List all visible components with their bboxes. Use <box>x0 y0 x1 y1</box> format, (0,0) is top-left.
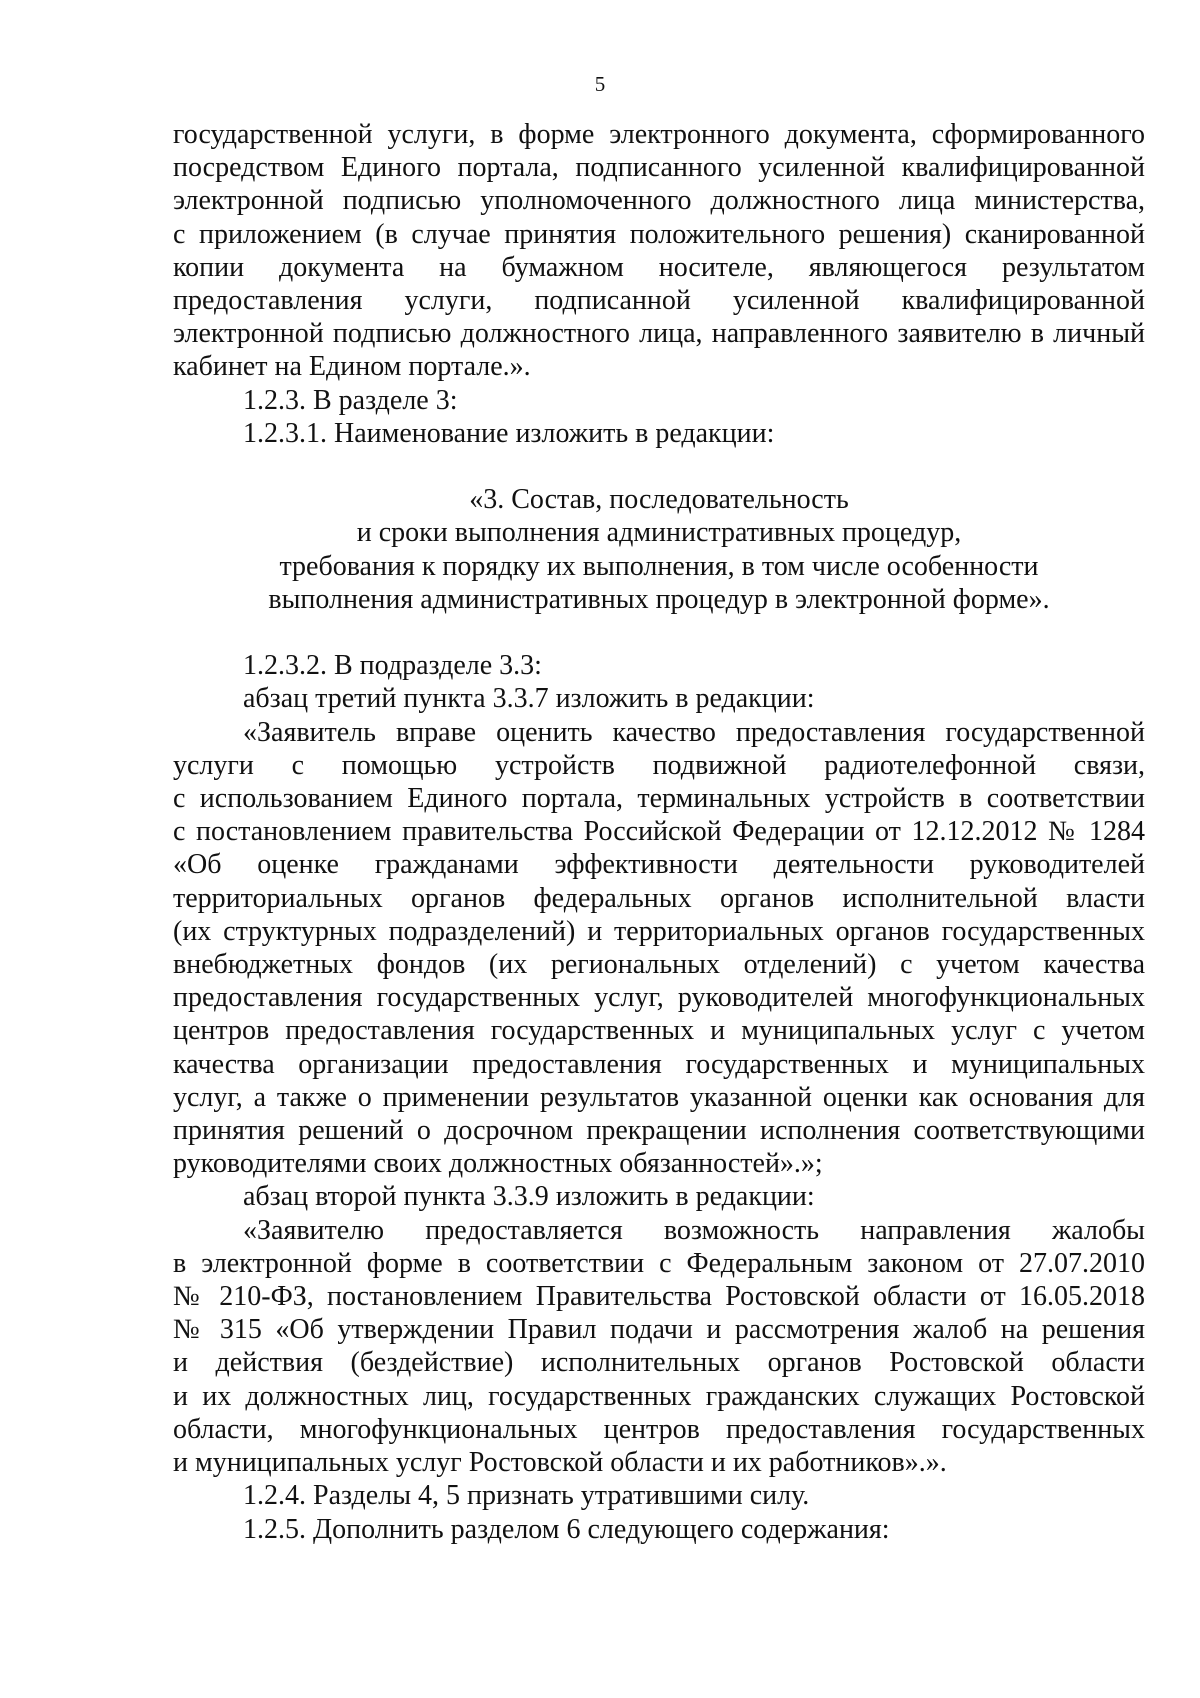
text-line: услуги с помощью устройств подвижной радиотелефонной связи, <box>173 749 1145 781</box>
paragraph-3-3-9-text <box>173 1214 1145 1480</box>
text-line: посредством Единого портала, подписанного усиленной квалифицированной <box>173 152 1145 184</box>
text-line: «Заявитель вправе оценить качество предоставления государственной <box>243 716 1145 748</box>
paragraph-3-3-7-intro: абзац третий пункта 3.3.7 изложить в редакции: <box>243 683 815 715</box>
text-line: и их должностных лиц, государственных гражданских служащих Ростовской <box>173 1380 1145 1412</box>
text-line: государственной услуги, в форме электронного документа, сформированного <box>173 119 1145 150</box>
text-line: и действия (бездействие) исполнительных органов Ростовской области <box>173 1347 1145 1379</box>
heading-line: «3. Состав, последовательность <box>469 484 849 516</box>
text-line: кабинет на Едином портале.». <box>173 351 531 383</box>
text-line: предоставления государственных услуг, руководителей многофункциональных <box>173 982 1145 1014</box>
paragraph-1-2-4: 1.2.4. Разделы 4, 5 признать утратившими силу. <box>243 1480 810 1512</box>
text-line: (их структурных подразделений) и территориальных органов государственных <box>173 915 1145 947</box>
page-number: 5 <box>594 72 606 96</box>
text-line: электронной подписью должностного лица, направленного заявителю в личный <box>173 318 1145 350</box>
text-line: с приложением (в случае принятия положительного решения) сканированной <box>173 218 1145 250</box>
text-line: с использованием Единого портала, терминальных устройств в соответствии <box>173 783 1145 815</box>
text-line: центров предоставления государственных и муниципальных услуг с учетом <box>173 1015 1145 1047</box>
text-line: «Заявителю предоставляется возможность направления жалобы <box>243 1214 1145 1246</box>
section-heading <box>173 483 1145 616</box>
document-body <box>173 118 1145 1546</box>
text-line: принятия решений о досрочном прекращении исполнения соответствующими <box>173 1115 1145 1147</box>
text-line: «Об оценке гражданами эффективности деятельности руководителей <box>173 849 1145 881</box>
text-line: № 210-ФЗ, постановлением Правительства Ростовской области от 16.05.2018 <box>173 1281 1145 1313</box>
text-line: предоставления услуги, подписанной усиленной квалифицированной <box>173 285 1145 317</box>
heading-line: выполнения административных процедур в электронной форме». <box>268 583 1050 615</box>
text-line: и муниципальных услуг Ростовской области и их работников».». <box>173 1447 947 1479</box>
text-line: области, многофункциональных центров предоставления государственных <box>173 1413 1145 1445</box>
paragraph-1-2-3-2: 1.2.3.2. В подразделе 3.3: <box>243 650 542 682</box>
text-line: копии документа на бумажном носителе, являющегося результатом <box>173 251 1145 283</box>
paragraph-3-3-9-intro: абзац второй пункта 3.3.9 изложить в редакции: <box>243 1181 815 1213</box>
text-line: электронной подписью уполномоченного должностного лица министерства, <box>173 185 1145 217</box>
text-line: качества организации предоставления государственных и муниципальных <box>173 1048 1145 1080</box>
heading-line: и сроки выполнения административных процедур, <box>356 517 962 549</box>
text-line: руководителями своих должностных обязанностей».»; <box>173 1148 823 1180</box>
text-line: в электронной форме в соответствии с Федеральным законом от 27.07.2010 <box>173 1247 1145 1279</box>
paragraph-3-3-7-text <box>173 716 1145 1181</box>
text-line: № 315 «Об утверждении Правил подачи и рассмотрения жалоб на решения <box>173 1314 1145 1346</box>
heading-line: требования к порядку их выполнения, в том числе особенности <box>279 550 1039 582</box>
paragraph-1-2-3-1: 1.2.3.1. Наименование изложить в редакции: <box>243 417 775 449</box>
paragraph-1-2-3: 1.2.3. В разделе 3: <box>243 384 458 416</box>
text-line: услуг, а также о применении результатов указанной оценки как основания для <box>173 1081 1145 1113</box>
paragraph-1-2-5: 1.2.5. Дополнить разделом 6 следующего содержания: <box>243 1513 890 1545</box>
text-line: внебюджетных фондов (их региональных отделений) с учетом качества <box>173 949 1145 981</box>
paragraph-result-delivery <box>173 118 1145 384</box>
text-line: территориальных органов федеральных органов исполнительной власти <box>173 882 1145 914</box>
text-line: с постановлением правительства Российской Федерации от 12.12.2012 № 1284 <box>173 816 1145 848</box>
